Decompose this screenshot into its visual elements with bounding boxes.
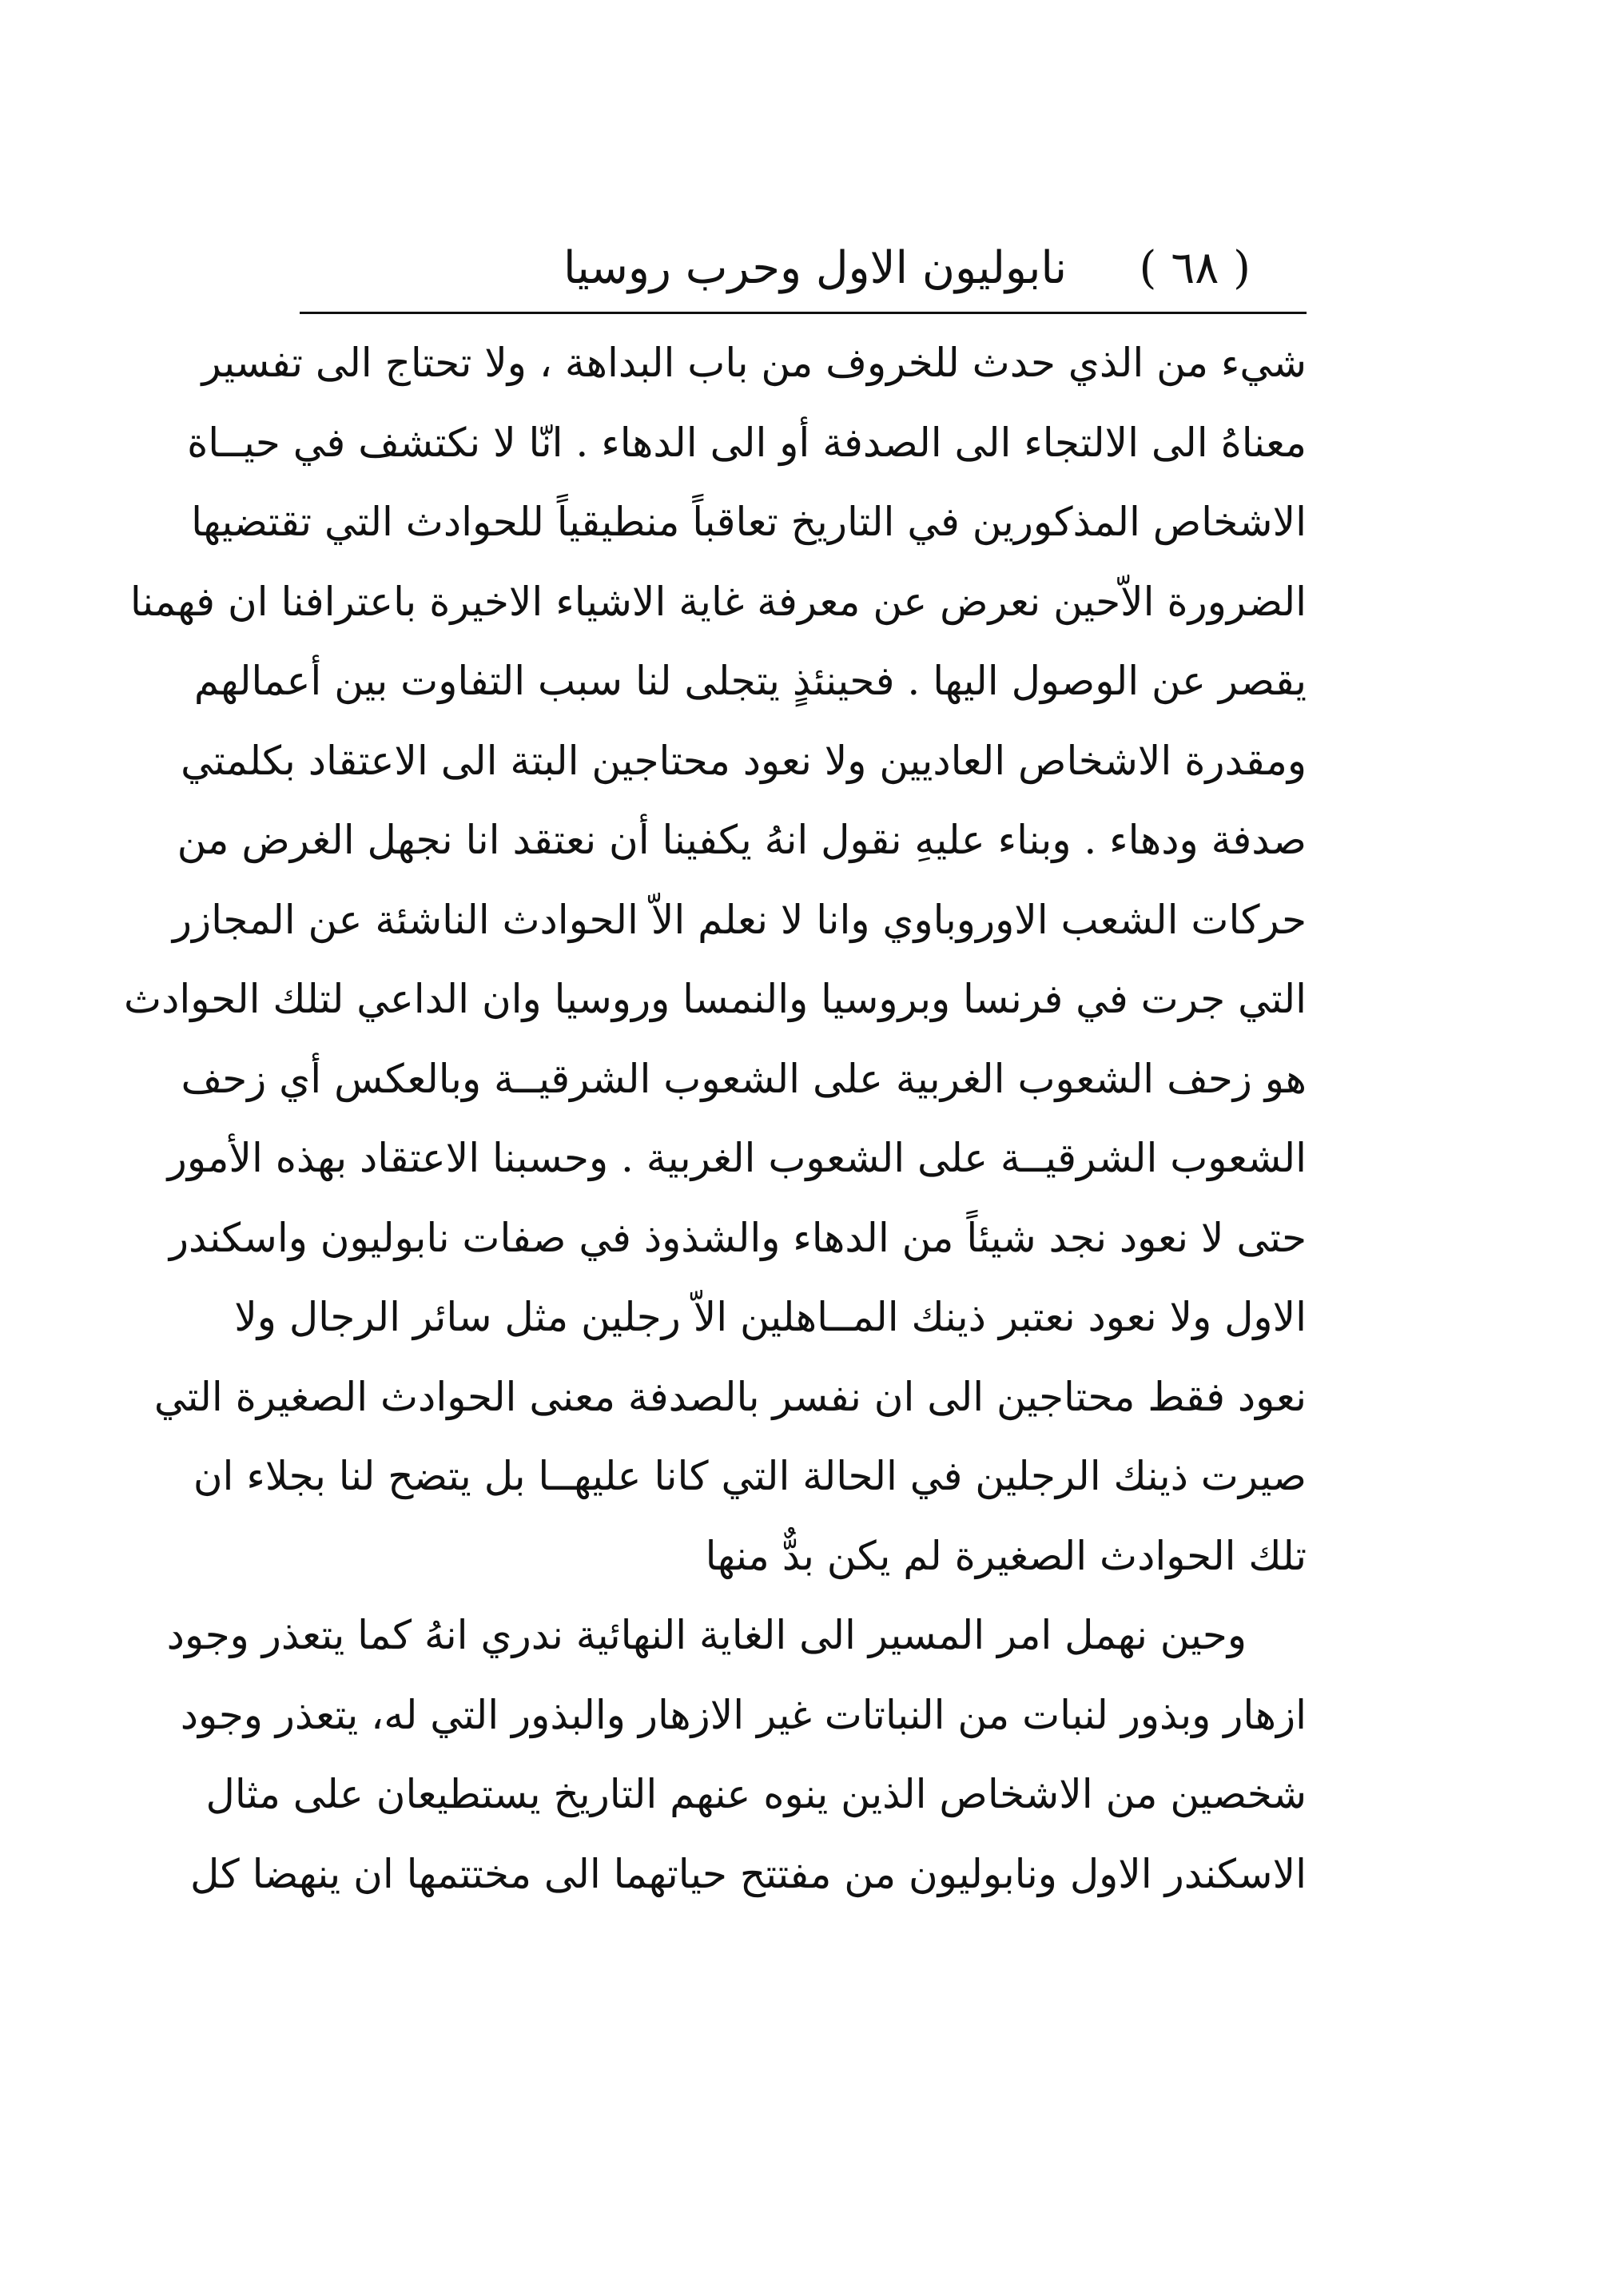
text-line: حتى لا نعود نجد شيئاً من الدهاء والشذوذ في صفات نابوليون واسكندر <box>169 1214 1307 1261</box>
text-line: الشعوب الشرقيــة على الشعوب الغربية . وحسبنا الاعتقاد بهذه الأمور <box>167 1135 1307 1181</box>
text-line: حركات الشعب الاوروباوي وانا لا نعلم الاّ الحوادث الناشئة عن المجازر <box>172 896 1307 943</box>
text-line: التي جرت في فرنسا وبروسيا والنمسا وروسيا وان الداعي لتلك الحوادث <box>124 976 1307 1022</box>
paragraph-2 <box>166 1596 1307 1914</box>
text-line: الاسكندر الاول ونابوليون من مفتتح حياتهما الى مختتمها ان ينهضا كل <box>190 1850 1307 1897</box>
text-line: الاول ولا نعود نعتبر ذينك المــاهلين الاّ رجلين مثل سائر الرجال ولا <box>234 1294 1307 1340</box>
page-number: ( ٦٨ ) <box>1139 242 1251 294</box>
text-line: وحين نهمل امر المسير الى الغاية النهائية ندري انهُ كما يتعذر وجود <box>166 1612 1247 1658</box>
text-line: الضرورة الاّحين نعرض عن معرفة غاية الاشياء الاخيرة باعترافنا ان فهمنا <box>129 578 1307 625</box>
running-title: نابوليون الاول وحرب روسيا <box>563 242 1068 294</box>
header-rule <box>300 312 1307 314</box>
page-header <box>300 225 1307 313</box>
text-line: هو زحف الشعوب الغربية على الشعوب الشرقيــة وبالعكس أي زحف <box>181 1055 1307 1102</box>
text-line: معناهُ الى الالتجاء الى الصدفة أو الى الدهاء . انّا لا نكتشف في حيــاة <box>187 419 1307 466</box>
text-line: ازهار وبذور لنبات من النباتات غير الازهار والبذور التي له، يتعذر وجود <box>180 1691 1307 1738</box>
text-line: ومقدرة الاشخاص العاديين ولا نعود محتاجين البتة الى الاعتقاد بكلمتي <box>181 737 1307 784</box>
paragraph-1 <box>124 324 1307 1596</box>
text-line: تلك الحوادث الصغيرة لم يكن بدٌّ منها <box>705 1532 1307 1579</box>
text-line: نعود فقط محتاجين الى ان نفسر بالصدفة معنى الحوادث الصغيرة التي <box>153 1373 1307 1420</box>
text-line: شخصين من الاشخاص الذين ينوه عنهم التاريخ يستطيعان على مثال <box>205 1771 1307 1817</box>
body-text <box>124 324 1307 1914</box>
text-line: صيرت ذينك الرجلين في الحالة التي كانا عليهــا بل يتضح لنا بجلاء ان <box>193 1453 1307 1499</box>
text-line: شيء من الذي حدث للخروف من باب البداهة ، ولا تحتاج الى تفسير <box>201 340 1307 386</box>
text-line: الاشخاص المذكورين في التاريخ تعاقباً منطيقياً للحوادث التي تقتضيها <box>191 499 1307 545</box>
text-line: يقصر عن الوصول اليها . فحينئذٍ يتجلى لنا سبب التفاوت بين أعمالهم <box>193 658 1307 704</box>
text-line: صدفة ودهاء . وبناء عليهِ نقول انهُ يكفينا أن نعتقد انا نجهل الغرض من <box>177 817 1307 863</box>
